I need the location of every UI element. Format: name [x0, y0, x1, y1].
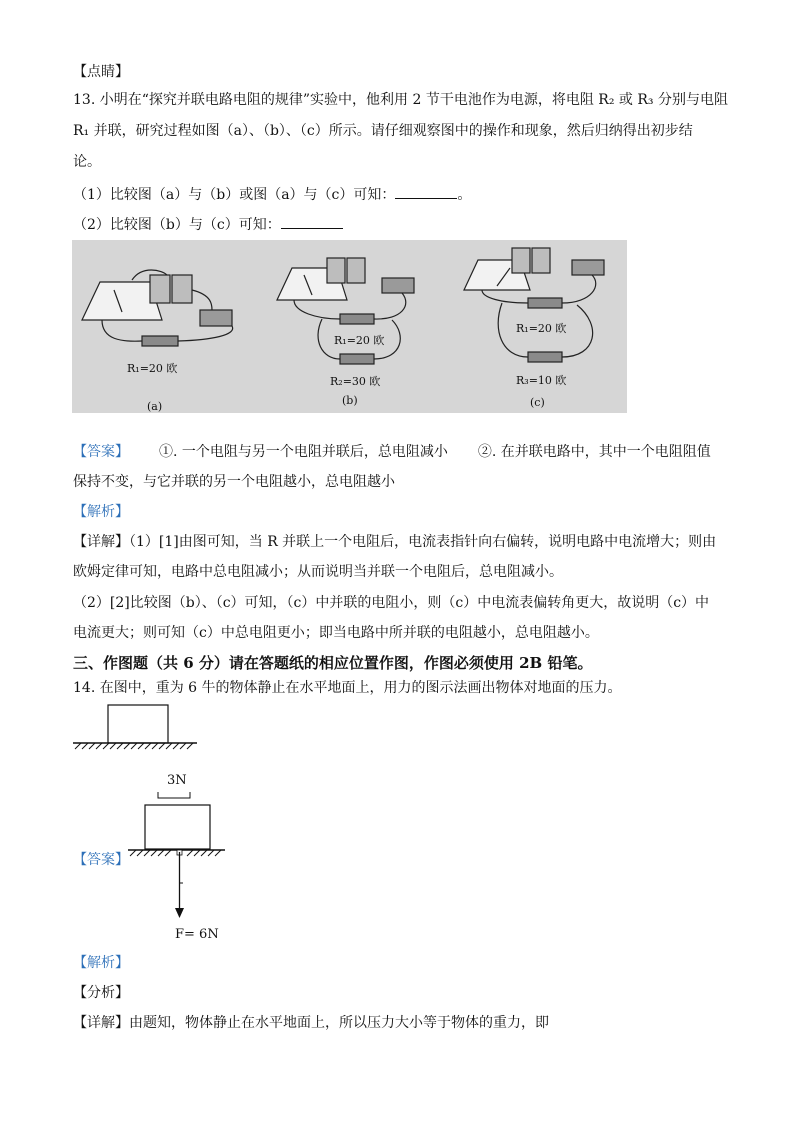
jiexi-label: 【解析】 [73, 504, 129, 520]
detail-3: （2）[2]比较图（b）、（c）可知，（c）中并联的电阻小，则（c）中电流表偏转角更大，故说明（c）中 [73, 595, 710, 611]
q13-answer-row [73, 442, 711, 462]
detail-2: 欧姆定律可知，电路中总电阻减小；从而说明当并联一个电阻后，总电阻减小。 [73, 564, 563, 580]
dianjing-label: 【点睛】 [73, 64, 129, 80]
detail-4: 电流更大；则可知（c）中总电阻更小；即当电路中所并联的电阻越小，总电阻越小。 [73, 625, 599, 641]
xiangjie-label: 【详解】 [73, 534, 129, 550]
resistor-r3-c [528, 352, 562, 362]
q14-xiangjie-label: 【详解】 [73, 1015, 129, 1031]
answer-cont: 保持不变，与它并联的另一个电阻越小，总电阻越小 [73, 474, 395, 490]
switch-b [382, 278, 414, 293]
resistor-r1-b [340, 314, 374, 324]
q14-text: 14. 在图中，重为 6 牛的物体静止在水平地面上，用力的图示法画出物体对地面的压力。 [73, 680, 622, 696]
resistor-r1-a [142, 336, 178, 346]
battery-a [150, 275, 170, 303]
label-c-caption: (c) [530, 396, 545, 409]
force-arrow-head [175, 908, 184, 918]
q14-detail-row [73, 1013, 549, 1033]
label-b-r1: R₁=20 欧 [334, 334, 385, 347]
label-b-caption: (b) [342, 394, 358, 407]
switch-a [200, 310, 232, 326]
battery-b [327, 258, 345, 283]
resistor-r1-c [528, 298, 562, 308]
resistor-r2-b [340, 354, 374, 364]
q13-line3: 论。 [73, 154, 101, 170]
circuit-photo-svg [72, 240, 627, 413]
label-a-r1: R₁=20 欧 [127, 362, 178, 375]
answer-label: 【答案】 [73, 444, 129, 460]
q13-sub1-end: 。 [457, 187, 472, 203]
q14-fenxi-label: 【分析】 [73, 985, 129, 1001]
circuit-photo [72, 240, 627, 413]
q13-line2: R₁ 并联，研究过程如图（a）、（b）、（c）所示。请仔细观察图中的操作和现象，然后归纳得出初步结 [73, 123, 693, 139]
q13-sub2 [73, 214, 343, 235]
label-c-r1: R₁=20 欧 [516, 322, 567, 335]
label-c-r3: R₃=10 欧 [516, 374, 567, 387]
q14-jiexi-label: 【解析】 [73, 955, 129, 971]
battery-c [512, 248, 530, 273]
answer-blank-2[interactable] [281, 214, 343, 229]
q13-sub1 [73, 184, 471, 205]
scale-bracket [158, 792, 190, 798]
scale-label: 3N [167, 773, 187, 788]
answer-1: ①. 一个电阻与另一个电阻并联后，总电阻减小 [159, 444, 448, 460]
q14-answer-label: 【答案】 [73, 852, 129, 868]
switch-c [572, 260, 604, 275]
q13-line1: 13. 小明在“探究并联电路电阻的规律”实验中，他利用 2 节干电池作为电源，将电阻 R₂ 或 R₃ 分别与电阻 [73, 92, 728, 108]
block-shape [108, 705, 168, 743]
label-b-r2: R₂=30 欧 [330, 375, 381, 388]
section-3-heading: 三、作图题（共 6 分）请在答题纸的相应位置作图，作图必须使用 2B 铅笔。 [73, 654, 593, 672]
block-shape [145, 805, 210, 849]
q14-block-figure [70, 702, 200, 757]
answer-blank-1[interactable] [395, 184, 457, 199]
detail-row1 [73, 532, 716, 552]
detail-1: （1）[1]由图可知，当 R 并联上一个电阻后，电流表指针向右偏转，说明电路中电流增大；则由 [129, 534, 717, 550]
force-label: F= 6N [175, 927, 219, 942]
answer-2: ②. 在并联电路中，其中一个电阻阻值 [477, 444, 711, 460]
q14-detail: 由题知，物体静止在水平地面上，所以压力大小等于物体的重力，即 [129, 1015, 549, 1031]
label-a-caption: (a) [147, 400, 163, 413]
q13-sub2-text: （2）比较图（b）与（c）可知： [73, 217, 281, 233]
q13-sub1-text: （1）比较图（a）与（b）或图（a）与（c）可知： [73, 187, 396, 203]
q14-answer-figure [125, 768, 235, 948]
